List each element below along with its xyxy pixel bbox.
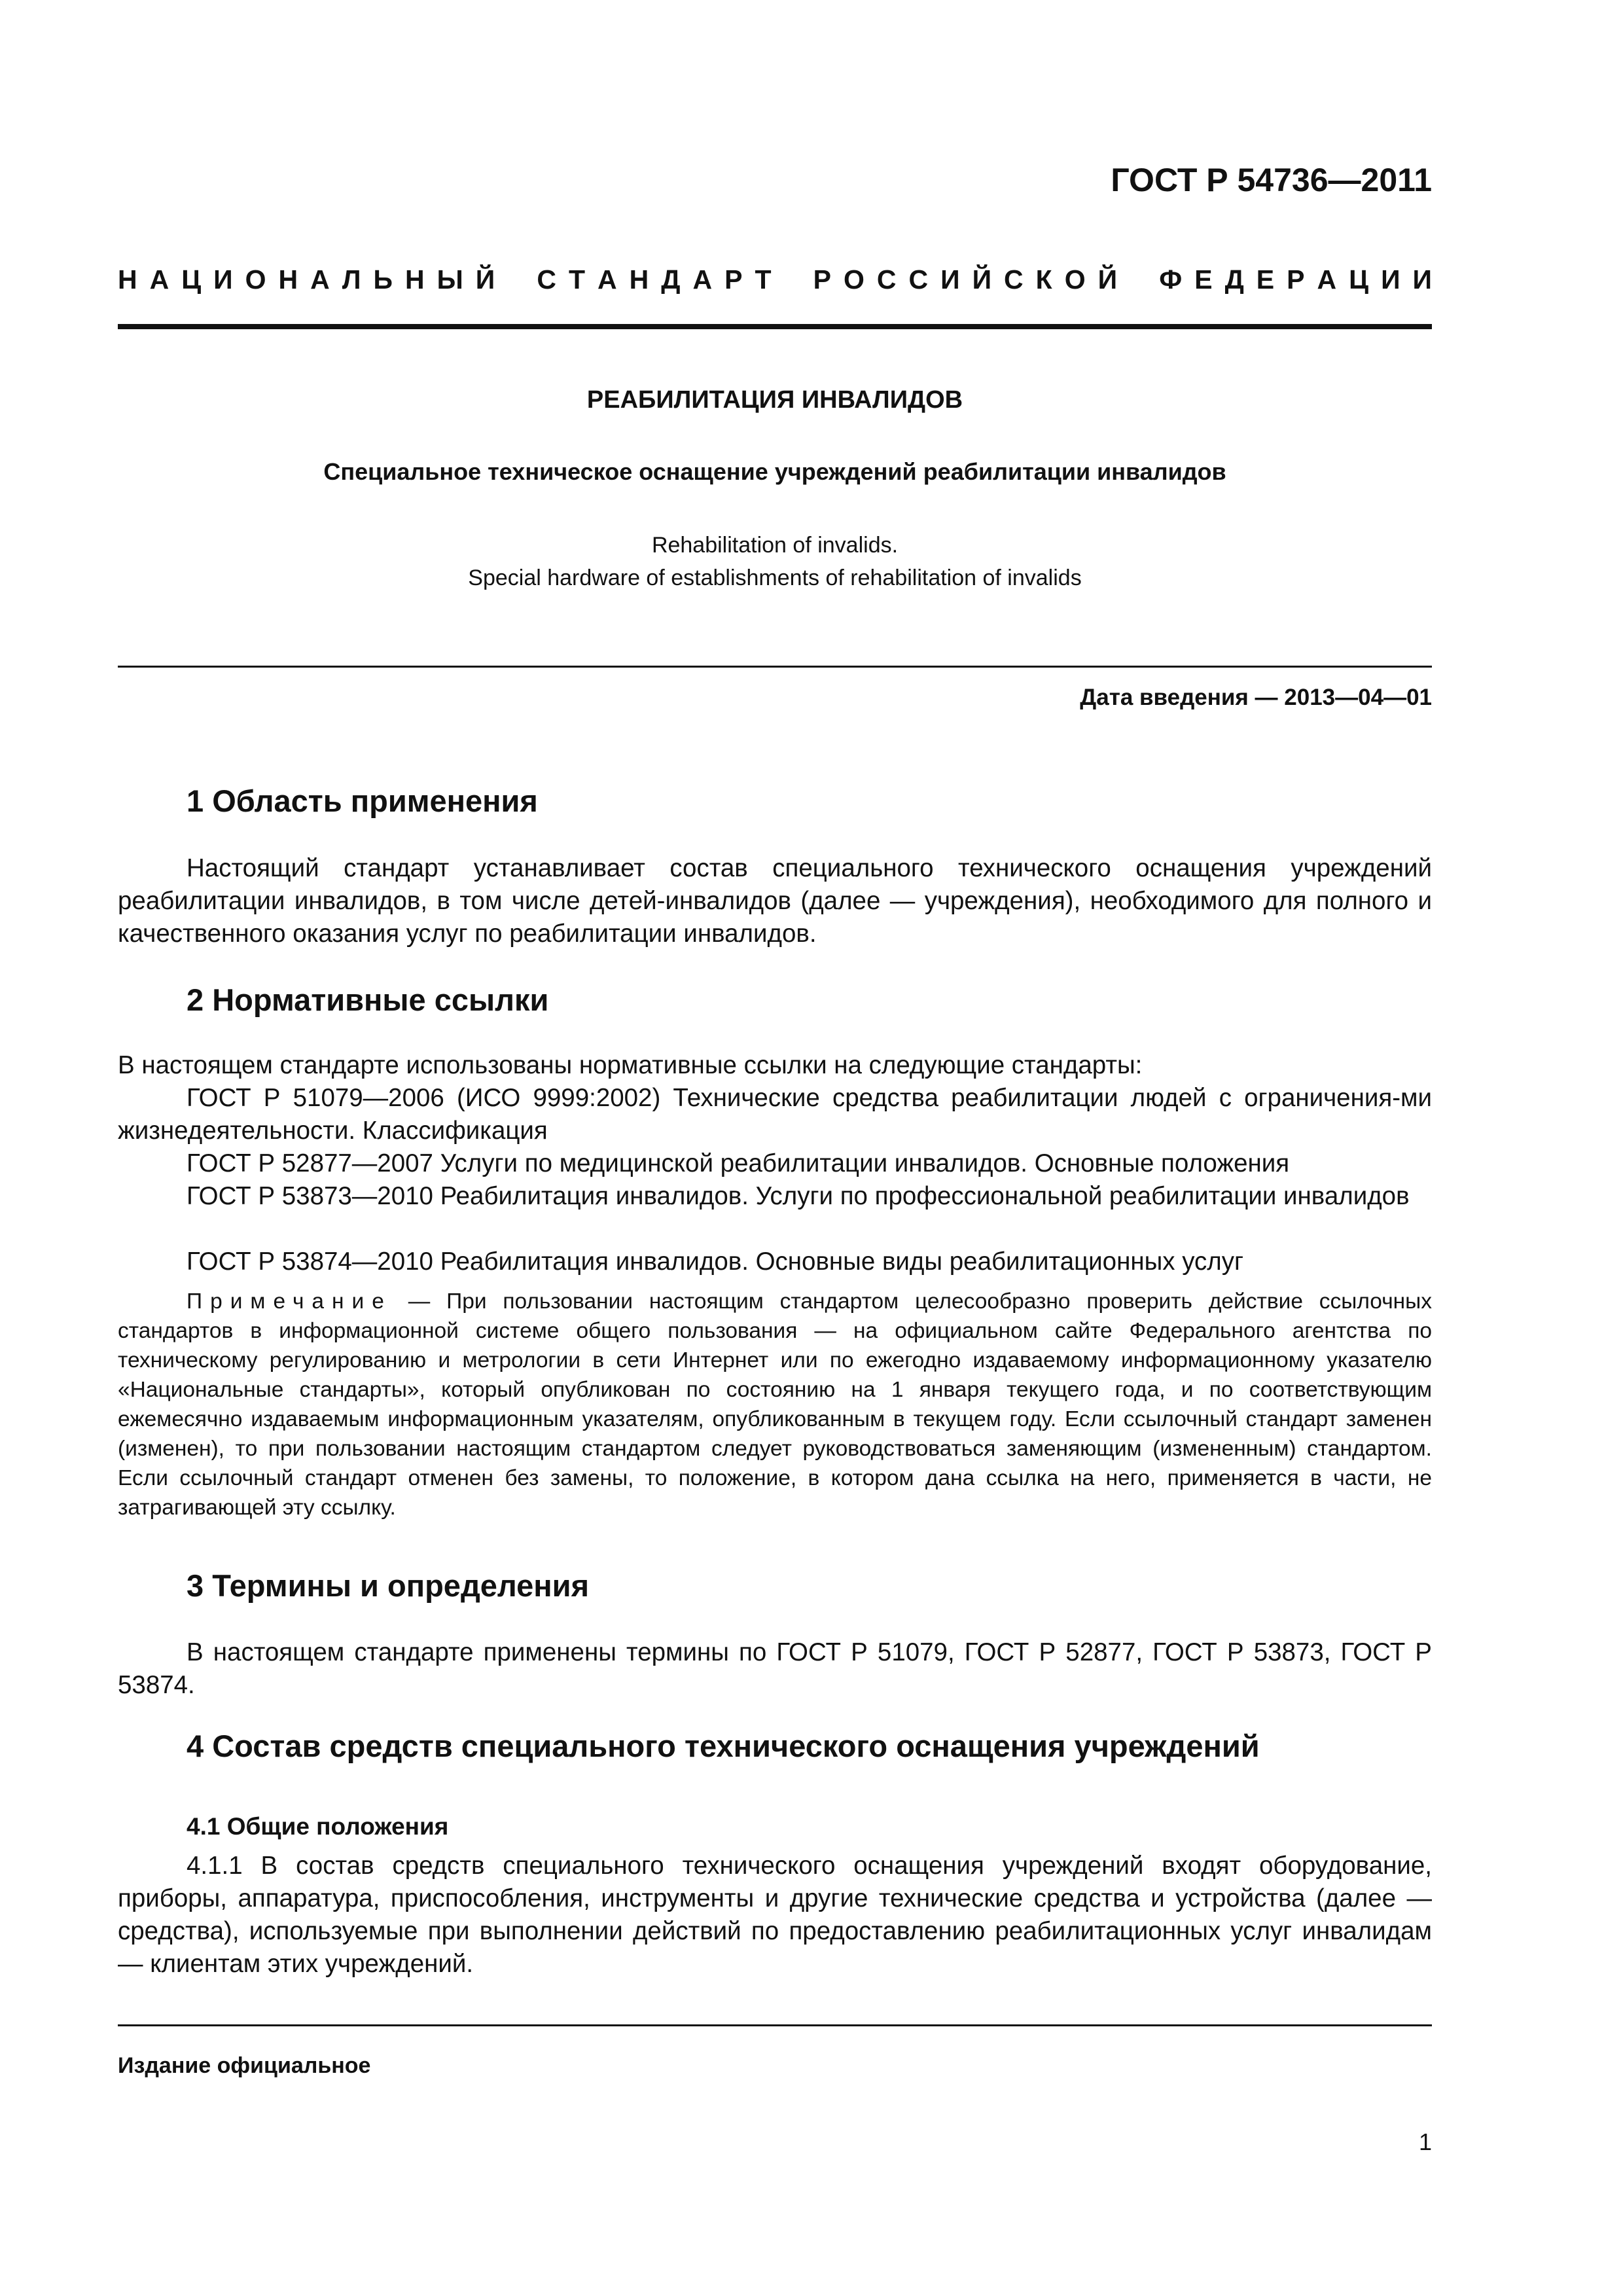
reference-1-text: ГОСТ Р 51079—2006 (ИСО 9999:2002) Технические средства реабилитации людей с ограничения-ми жизнедеятельности. Классификация [118, 1084, 1432, 1145]
section-1-paragraph: Настоящий стандарт устанавливает состав специального технического оснащения учреждений реабилитации инвалидов, в том числе детей-инвалидов (далее — учреждения), необходимого для полного и качественного оказания услуг по реабилитации инвалидов. [118, 854, 1432, 948]
page-number: 1 [1418, 2128, 1432, 2155]
section-2-intro-text: В настоящем стандарте использованы нормативные ссылки на следующие стандарты: [118, 1051, 1143, 1079]
section-4-1-heading: 4.1 Общие положения [187, 1813, 449, 1840]
national-standard-banner [118, 264, 1432, 295]
reference-4-text: ГОСТ Р 53874—2010 Реабилитация инвалидов. Основные виды реабилитационных услуг [187, 1247, 1244, 1276]
document-number: ГОСТ Р 54736—2011 [1111, 162, 1432, 198]
title-rule [118, 666, 1432, 668]
section-2-heading: 2 Нормативные ссылки [187, 982, 549, 1017]
section-2-intro [118, 1049, 1432, 1082]
document-subtitle: Специальное техническое оснащение учреждений реабилитации инвалидов [323, 458, 1226, 485]
banner-word-3: Р О С С И Й С К О Й [813, 264, 1118, 295]
reference-1 [118, 1082, 1432, 1147]
english-title-line-1: Rehabilitation of invalids. [651, 533, 899, 558]
reference-3 [118, 1180, 1432, 1213]
reference-3-text: ГОСТ Р 53873—2010 Реабилитация инвалидов. Услуги по профессиональной реабилитации инвалидов [187, 1182, 1410, 1210]
section-2-note [118, 1287, 1432, 1522]
section-1-text [118, 852, 1432, 950]
reference-4 [118, 1246, 1432, 1278]
section-4-paragraph: 4.1.1 В состав средств специального технического оснащения учреждений входят оборудование, приборы, аппаратура, приспособления, инструменты и другие технические средства и устройства (далее — средства), используемые при выполнении действий по предоставлению реабилитационных услуг инвалидам — клиентам этих учреждений. [118, 1852, 1432, 1978]
header-thick-rule [118, 324, 1432, 329]
banner-word-2: С Т А Н Д А Р Т [537, 264, 772, 295]
section-1-heading: 1 Область применения [187, 783, 538, 818]
section-3-text [118, 1636, 1432, 1702]
introduction-date: Дата введения — 2013—04—01 [1080, 685, 1432, 710]
english-title [118, 529, 1432, 594]
section-3-paragraph: В настоящем стандарте применены термины по ГОСТ Р 51079, ГОСТ Р 52877, ГОСТ Р 53873, ГОСТ Р 53874. [118, 1638, 1432, 1699]
section-3-heading: 3 Термины и определения [187, 1568, 589, 1603]
reference-2-text: ГОСТ Р 52877—2007 Услуги по медицинской реабилитации инвалидов. Основные положения [187, 1149, 1290, 1177]
note-label: Примечание [187, 1289, 392, 1314]
section-4-text [118, 1850, 1432, 1981]
banner-word-4: Ф Е Д Е Р А Ц И И [1159, 264, 1432, 295]
section-4-heading: 4 Состав средств специального технического оснащения учреждений [187, 1729, 1260, 1763]
banner-word-1: Н А Ц И О Н А Л Ь Н Ы Й [118, 264, 495, 295]
document-title: РЕАБИЛИТАЦИЯ ИНВАЛИДОВ [586, 386, 963, 414]
reference-2 [118, 1147, 1432, 1180]
english-title-line-2: Special hardware of establishments of rehabilitation of invalids [468, 565, 1082, 590]
official-edition-label: Издание официальное [118, 2053, 371, 2078]
footer-rule [118, 2024, 1432, 2026]
note-text: — При пользовании настоящим стандартом целесообразно проверить действие ссылочных стандартов в информационной системе общего пользования — на официальном сайте Федерального агентства по техническому регулированию и метрологии в сети Интернет или по ежегодно издаваемому информационному указателю «Национальные стандарты», который опубликован по состоянию на 1 января текущего года, и по соответствующим ежемесячно издаваемым информационным указателям, опубликованным в текущем году. Если ссылочный стандарт заменен (изменен), то при пользовании настоящим стандартом следует руководствоваться заменяющим (измененным) стандартом. Если ссылочный стандарт отменен без замены, то положение, в котором дана ссылка на него, применяется в части, не затрагивающей эту ссылку. [118, 1289, 1432, 1520]
